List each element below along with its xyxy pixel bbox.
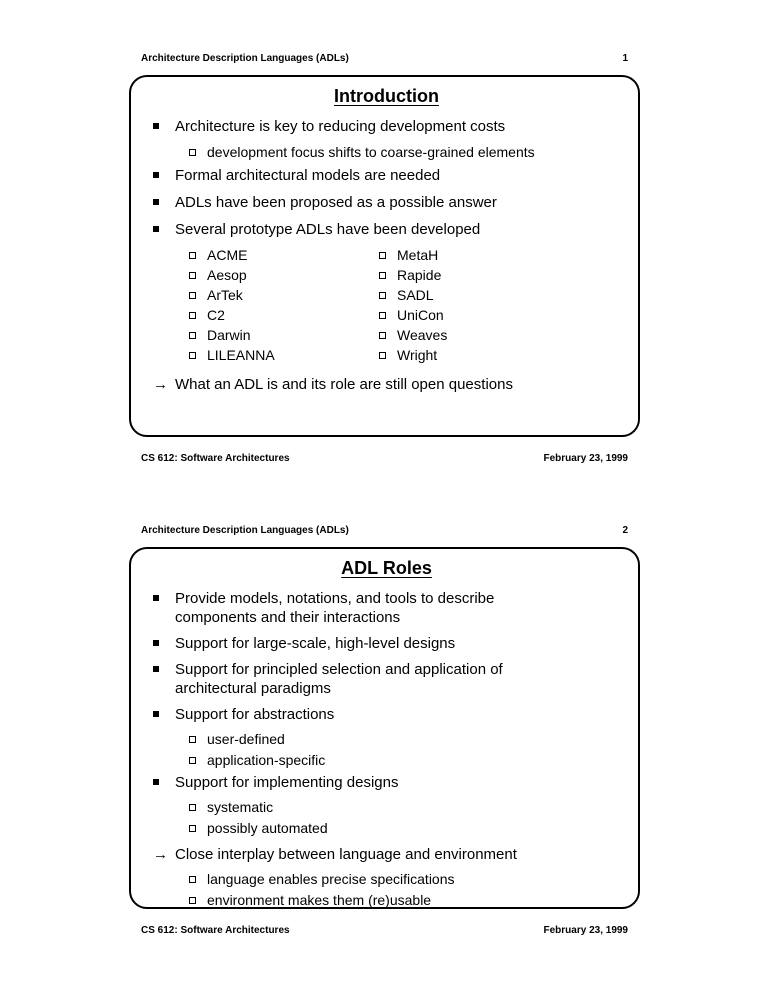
sub-bullet-text: environment makes them (re)usable	[207, 892, 432, 908]
bullet-text: Several prototype ADLs have been developed	[175, 221, 481, 238]
slide-page-1	[129, 52, 640, 465]
list-item	[189, 347, 379, 364]
square-bullet-icon	[153, 117, 175, 129]
header-title: Architecture Description Languages (ADLs)	[141, 525, 349, 536]
slide-1-header	[129, 52, 640, 65]
adl-name: SADL	[397, 287, 434, 303]
bullet-text: Provide models, notations, and tools to describe components and their interactions	[175, 590, 495, 626]
header-title: Architecture Description Languages (ADLs)	[141, 53, 349, 64]
open-square-bullet-icon	[189, 144, 207, 156]
adl-name: Darwin	[207, 327, 251, 343]
slide-2-header	[129, 524, 640, 537]
sub-bullet-item	[189, 892, 620, 909]
bullet-text: ADLs have been proposed as a possible answer	[175, 194, 497, 211]
conclusion-text: Close interplay between language and environment	[175, 846, 517, 863]
adl-name: Weaves	[397, 327, 448, 343]
square-bullet-icon	[153, 705, 175, 717]
square-bullet-icon	[153, 589, 175, 601]
bullet-item	[153, 634, 620, 653]
bullet-text: Support for large-scale, high-level designs	[175, 635, 456, 652]
slide-1-frame	[129, 75, 640, 437]
sub-bullet-text: application-specific	[207, 752, 326, 768]
adl-name: LILEANNA	[207, 347, 275, 363]
square-bullet-icon	[153, 193, 175, 205]
right-arrow-icon: →	[153, 846, 168, 863]
sub-bullet-text: language enables precise specifications	[207, 871, 455, 887]
slide-title-text: ADL Roles	[341, 558, 432, 578]
conclusion-text: What an ADL is and its role are still open questions	[175, 376, 513, 393]
open-square-bullet-icon	[379, 247, 397, 259]
list-item	[379, 307, 569, 324]
bullet-text: Support for abstractions	[175, 706, 335, 723]
adl-name: Wright	[397, 347, 438, 363]
sub-bullet-item	[189, 799, 620, 816]
slide-2-frame	[129, 547, 640, 909]
adl-list-right-column	[379, 247, 569, 367]
square-bullet-icon	[153, 634, 175, 646]
slide-title-text: Introduction	[334, 86, 439, 106]
open-square-bullet-icon	[189, 731, 207, 743]
footer-date: February 23, 1999	[543, 925, 628, 936]
bullet-text: Formal architectural models are needed	[175, 167, 441, 184]
list-item	[379, 267, 569, 284]
bullet-item	[153, 166, 620, 185]
square-bullet-icon	[153, 220, 175, 232]
sub-bullet-text: possibly automated	[207, 820, 328, 836]
page-number: 2	[622, 525, 628, 536]
list-item	[379, 287, 569, 304]
open-square-bullet-icon	[189, 799, 207, 811]
open-square-bullet-icon	[189, 892, 207, 904]
sub-bullet-item	[189, 731, 620, 748]
bullet-item	[153, 773, 620, 792]
conclusion-item	[153, 845, 620, 864]
sub-bullet-item	[189, 871, 620, 888]
sub-bullet-item	[189, 752, 620, 769]
open-square-bullet-icon	[379, 347, 397, 359]
slide-1-title	[153, 85, 620, 107]
square-bullet-icon	[153, 773, 175, 785]
list-item	[189, 287, 379, 304]
sub-bullet-text: user-defined	[207, 731, 285, 747]
bullet-text: Support for implementing designs	[175, 774, 399, 791]
list-item	[189, 247, 379, 264]
list-item	[189, 307, 379, 324]
adl-name: ACME	[207, 247, 248, 263]
sub-bullet-item	[189, 144, 620, 161]
list-item	[379, 327, 569, 344]
sub-bullet-item	[189, 820, 620, 837]
right-arrow-icon: →	[153, 376, 168, 393]
open-square-bullet-icon	[189, 307, 207, 319]
list-item	[379, 247, 569, 264]
page-number: 1	[622, 53, 628, 64]
bullet-item	[153, 589, 620, 627]
conclusion-item	[153, 375, 620, 394]
bullet-text: Support for principled selection and application of architectural paradigms	[175, 661, 503, 697]
open-square-bullet-icon	[189, 871, 207, 883]
list-item	[189, 327, 379, 344]
open-square-bullet-icon	[379, 327, 397, 339]
open-square-bullet-icon	[379, 267, 397, 279]
adl-name: C2	[207, 307, 225, 323]
bullet-item	[153, 220, 620, 239]
bullet-item	[153, 660, 620, 698]
slide-2-footer	[129, 924, 640, 937]
list-item	[189, 267, 379, 284]
bullet-item	[153, 117, 620, 136]
square-bullet-icon	[153, 660, 175, 672]
square-bullet-icon	[153, 166, 175, 178]
footer-date: February 23, 1999	[543, 453, 628, 464]
slide-page-2	[129, 524, 640, 937]
adl-name: UniCon	[397, 307, 444, 323]
adl-list	[189, 247, 620, 367]
open-square-bullet-icon	[189, 247, 207, 259]
adl-name: Aesop	[207, 267, 247, 283]
open-square-bullet-icon	[379, 307, 397, 319]
open-square-bullet-icon	[189, 267, 207, 279]
sub-bullet-text: development focus shifts to coarse-grained elements	[207, 144, 535, 160]
sub-bullet-text: systematic	[207, 799, 274, 815]
bullet-text: Architecture is key to reducing development costs	[175, 118, 506, 135]
footer-course: CS 612: Software Architectures	[141, 925, 290, 936]
open-square-bullet-icon	[379, 287, 397, 299]
adl-name: ArTek	[207, 287, 243, 303]
open-square-bullet-icon	[189, 347, 207, 359]
slide-1-footer	[129, 452, 640, 465]
bullet-item	[153, 193, 620, 212]
bullet-item	[153, 705, 620, 724]
open-square-bullet-icon	[189, 287, 207, 299]
adl-list-left-column	[189, 247, 379, 367]
slide-2-title	[153, 557, 620, 579]
open-square-bullet-icon	[189, 752, 207, 764]
footer-course: CS 612: Software Architectures	[141, 453, 290, 464]
adl-name: Rapide	[397, 267, 442, 283]
open-square-bullet-icon	[189, 327, 207, 339]
adl-name: MetaH	[397, 247, 439, 263]
list-item	[379, 347, 569, 364]
open-square-bullet-icon	[189, 820, 207, 832]
